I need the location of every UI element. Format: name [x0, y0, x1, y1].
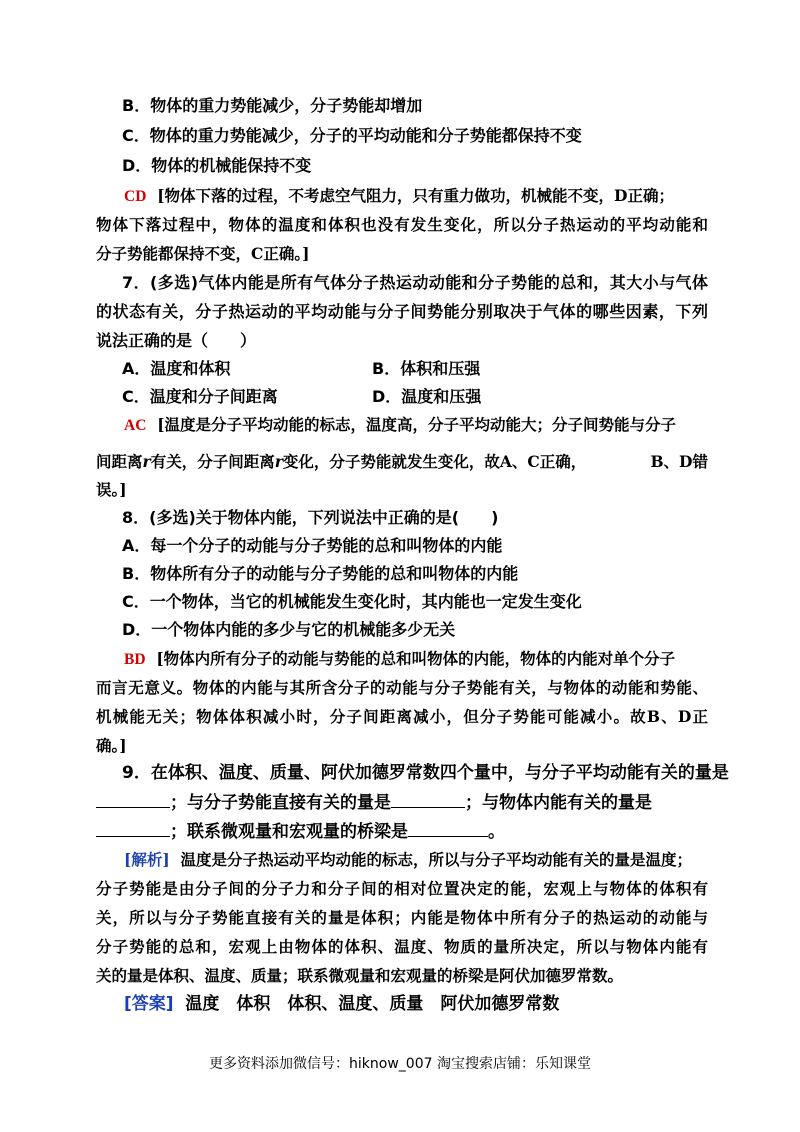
q9-stem-2a: ；与分子势能直接有关的量是 [170, 793, 391, 813]
q9-analysis-5: 关的量是体积、温度、质量；联系微观量和宏观量的桥梁是阿伏加德罗常数。 [96, 966, 624, 985]
q7-options-row2 [122, 386, 800, 408]
q7-exp-2c: 变化，分子势能就发生变化，故A、C正确， [282, 452, 587, 471]
q8-option-d: D．一个物体内能的多少与它的机械能多少无关 [122, 620, 456, 639]
q7-answer-key: AC [124, 417, 147, 434]
q9-blank-3[interactable] [96, 820, 170, 837]
q9-analysis-2: 分子势能是由分子间的分子力和分子间的相对位置决定的能，宏观上与物体的体积有 [96, 879, 708, 898]
q6-explanation-3: 分子势能都保持不变，C正确。] [96, 244, 310, 263]
q8-explanation-1: [物体内所有分子的动能与势能的总和叫物体的内能，物体的内能对单个分子 [156, 649, 676, 668]
q8-option-a: A．每一个分子的动能与分子势能的总和叫物体的内能 [122, 536, 503, 555]
q9-analysis-4: 分子势能的总和，宏观上由物体的体积、温度、物质的量所决定，所以与物体内能有 [96, 937, 708, 956]
q9-stem-3 [96, 820, 716, 843]
q8-explanation-3: 机械能无关；物体体积减小时，分子间距离减小，但分子势能可能减小。故B、D正 [96, 707, 708, 726]
q6-option-b: B．物体的重力势能减少，分子势能却增加 [122, 96, 423, 115]
q9-stem-1: 9．在体积、温度、质量、阿伏加德罗常数四个量中，与分子平均动能有关的量是 [122, 763, 729, 783]
q9-stem-2b: ；与物体内能有关的量是 [465, 793, 652, 813]
q7-exp-r2: r [274, 452, 283, 471]
q6-answer-line1 [124, 185, 708, 208]
q9-stem-3a: ；联系微观量和宏观量的桥梁是 [170, 822, 408, 842]
q7-exp-2d: B、D错 [650, 452, 708, 471]
q8-option-b: B．物体所有分子的动能与分子势能的总和叫物体的内能 [122, 564, 519, 583]
q7-stem-1: 7．(多选)气体内能是所有气体分子热运动动能和分子势能的总和，其大小与气体 [122, 273, 708, 292]
q7-explanation-1: [温度是分子平均动能的标志，温度高，分子平均动能大；分子间势能与分子 [157, 415, 677, 434]
q7-exp-2b: 有关，分子间距离 [150, 452, 275, 471]
q7-stem-3: 说法正确的是（ ） [96, 331, 257, 350]
q8-stem: 8．(多选)关于物体内能，下列说法中正确的是( ) [122, 508, 499, 527]
q7-explanation-2 [96, 451, 708, 473]
q9-analysis-3: 关，所以与分子势能直接有关的量是体积；内能是物体中所有分子的热运动的动能与 [96, 908, 708, 927]
q6-explanation-1: [物体下落的过程，不考虑空气阻力，只有重力做功，机械能不变，D正确； [157, 186, 674, 205]
q9-answer-text: 温度 体积 体积、温度、质量 阿伏加德罗常数 [185, 994, 560, 1014]
q7-exp-2a: 间距离 [96, 452, 143, 471]
q7-stem-2: 的状态有关，分子热运动的平均动能与分子间势能分别取决于气体的哪些因素，下列 [96, 302, 708, 321]
q9-blank-2[interactable] [391, 791, 465, 808]
q6-option-d: D．物体的机械能保持不变 [122, 156, 312, 175]
q6-option-c: C．物体的重力势能减少，分子的平均动能和分子势能都保持不变 [122, 126, 582, 145]
q7-exp-r1: r [142, 452, 151, 471]
q7-options-row1 [122, 358, 800, 380]
q8-explanation-2: 而言无意义。物体的内能与其所含分子的动能与分子势能有关，与物体的动能和势能、 [96, 678, 708, 697]
q9-stem-2 [96, 791, 708, 814]
q9-answer-line [124, 993, 744, 1015]
q8-option-c: C．一个物体，当它的机械能发生变化时，其内能也一定发生变化 [122, 592, 582, 611]
q8-answer-key: BD [124, 651, 146, 668]
q7-explanation-3: 误。] [96, 480, 127, 499]
q9-blank-1[interactable] [96, 791, 170, 808]
q7-option-d: D．温度和压强 [372, 387, 482, 406]
q8-answer-line1 [124, 648, 708, 671]
q6-answer-key: CD [124, 188, 147, 205]
q7-answer-line1 [124, 414, 708, 437]
q7-option-b: B．体积和压强 [372, 359, 481, 378]
page-footer: 更多资料添加微信号：hiknow_007 淘宝搜索店铺：乐知课堂 [209, 1056, 591, 1072]
q7-option-c: C．温度和分子间距离 [122, 387, 278, 406]
q9-analysis-1: 温度是分子热运动平均动能的标志，所以与分子平均动能有关的量是温度； [180, 850, 692, 869]
q6-explanation-2: 物体下落过程中，物体的温度和体积也没有发生变化，所以分子热运动的平均动能和 [96, 215, 708, 234]
q9-blank-4[interactable] [408, 820, 488, 837]
q9-analysis-label: [解析] [124, 850, 170, 869]
q9-stem-3b: 。 [488, 822, 505, 842]
q8-explanation-4: 确。] [96, 736, 127, 755]
q7-option-a: A．温度和体积 [122, 359, 231, 378]
q9-answer-label: [答案] [124, 994, 174, 1014]
q9-analysis-line1 [124, 849, 708, 871]
